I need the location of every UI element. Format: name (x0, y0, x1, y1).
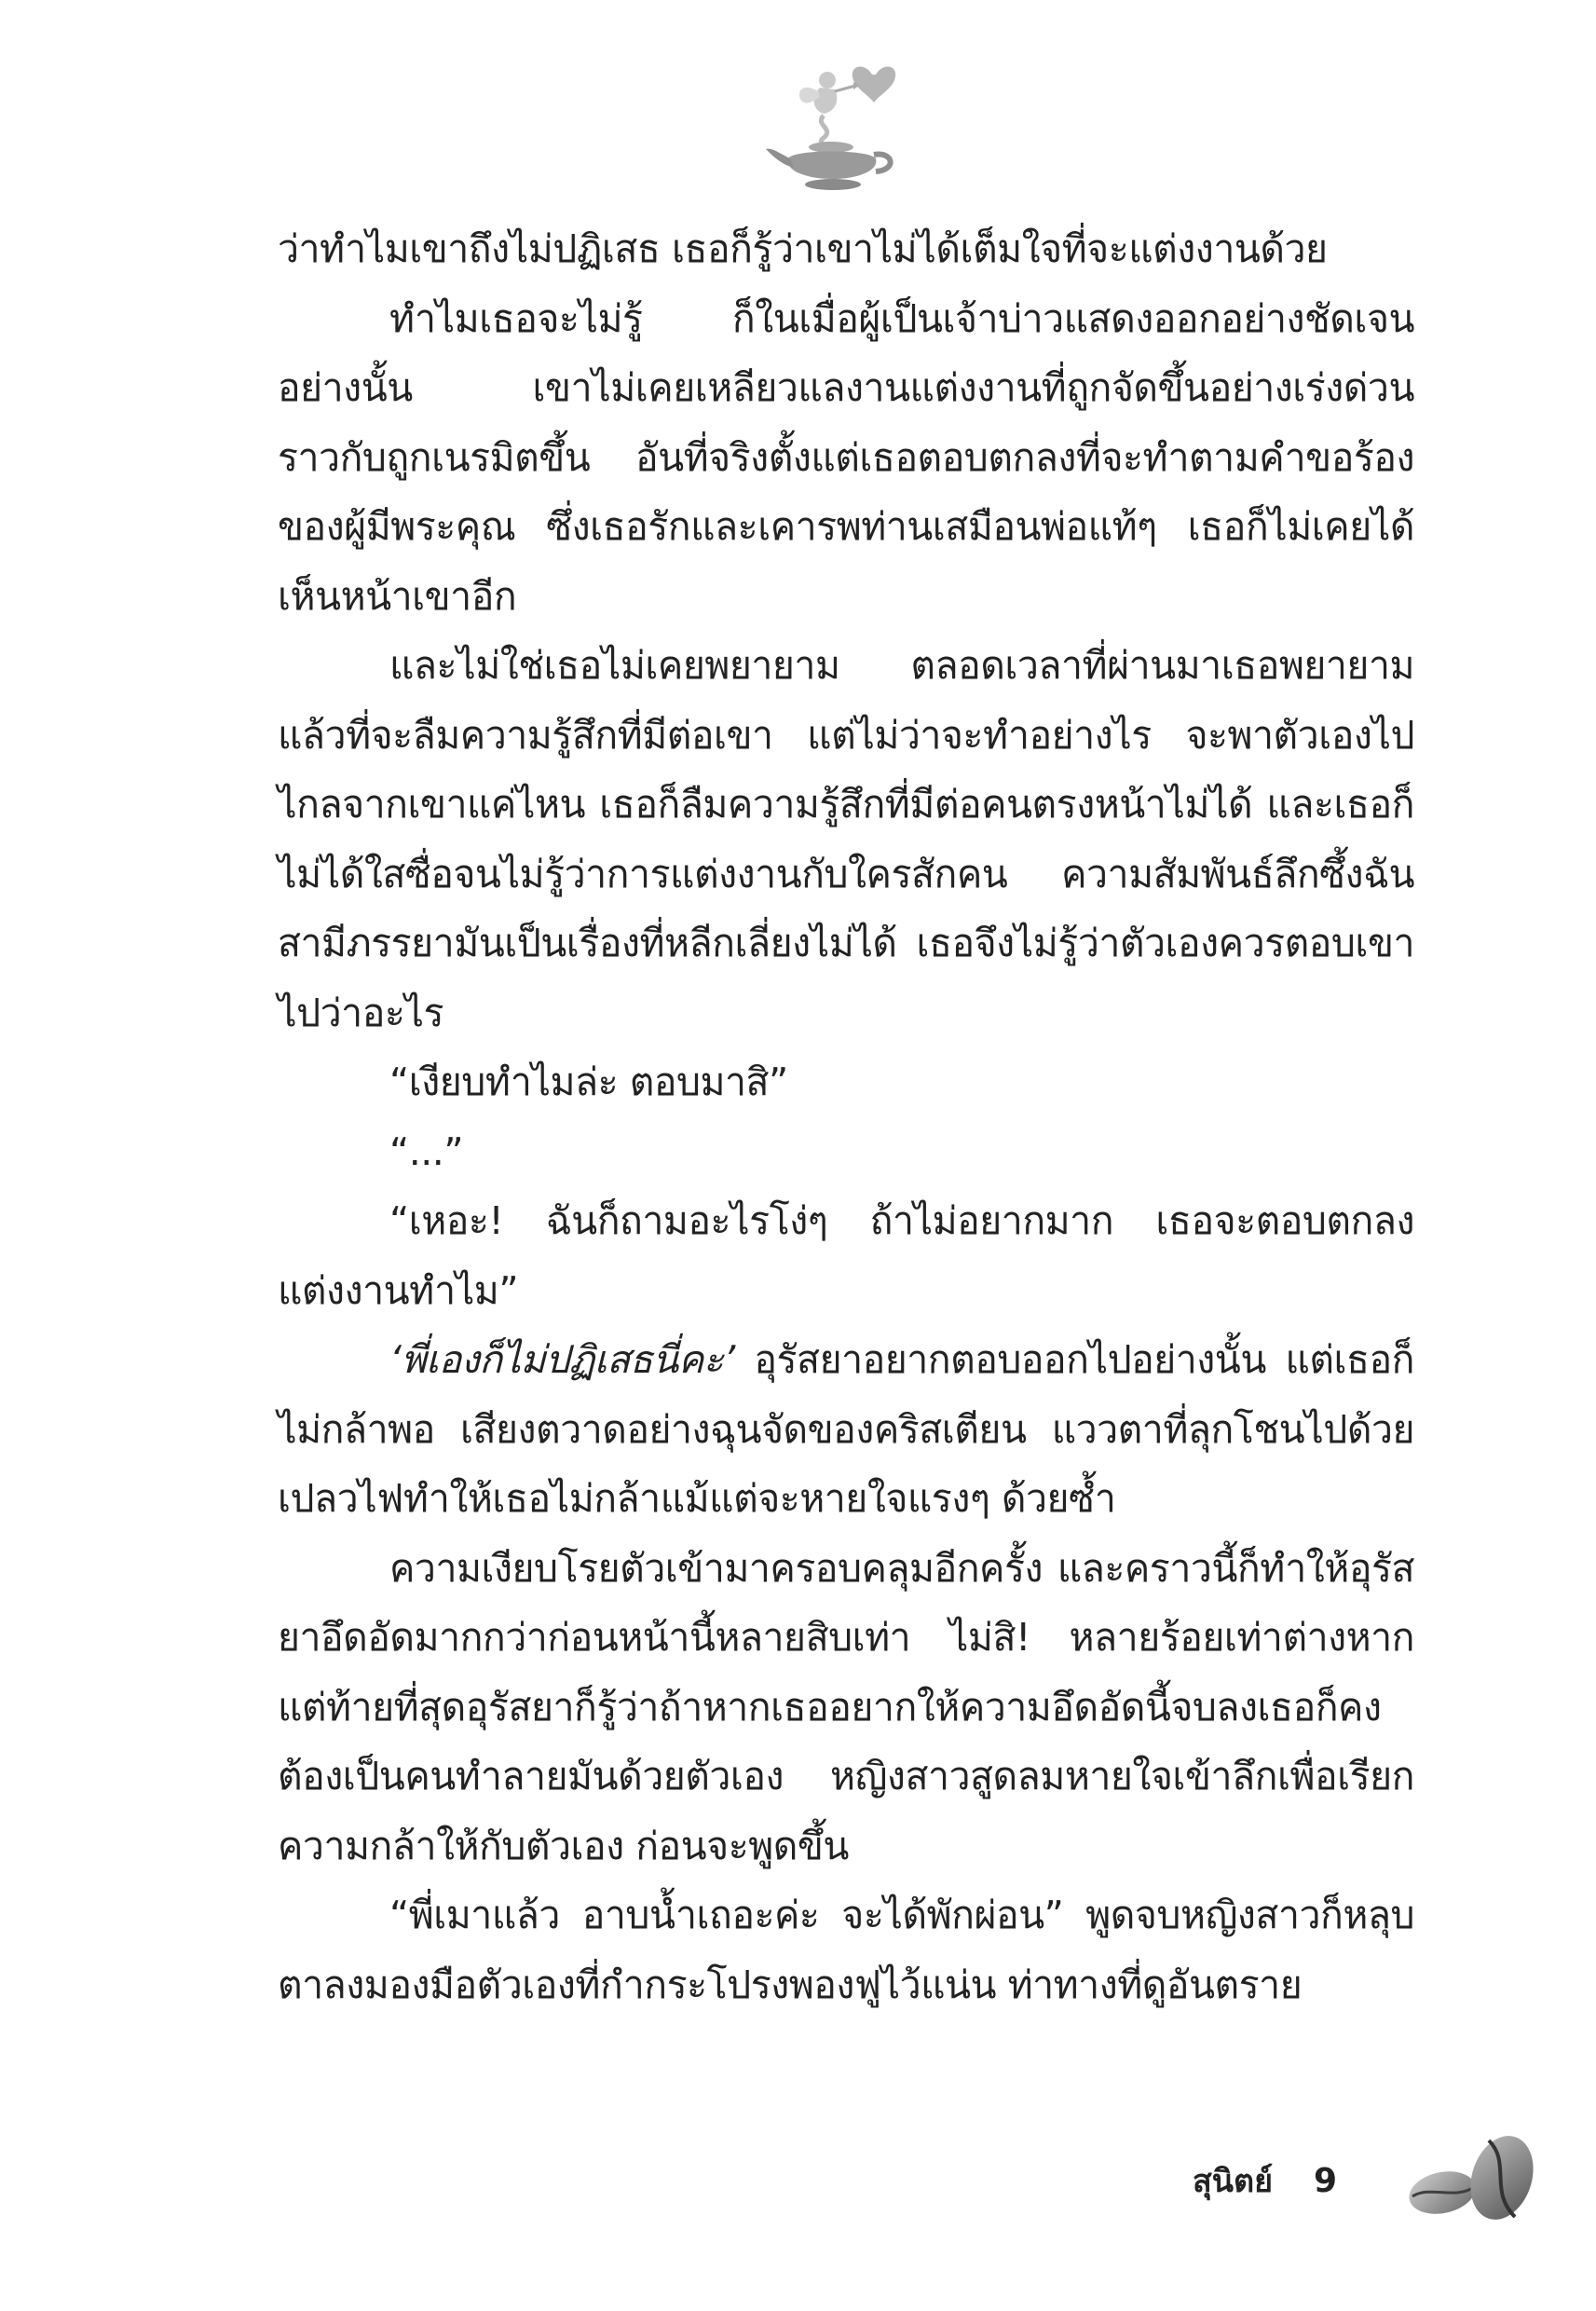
paragraph-3: และไม่ใช่เธอไม่เคยพยายาม ตลอดเวลาที่ผ่านมาเธอพยายามแล้วที่จะลืมความรู้สึกที่มีต่อเขา แต่ไม่ว่าจะทำอย่างไร จะพาตัวเองไปไกลจากเขาแค่ไหน เธอก็ลืมความรู้สึกที่มีต่อคนตรงหน้าไม่ได้ และเธอก็ไม่ได้ใสซื่อจนไม่รู้ว่าการแต่งงานกับใครสักคน ความสัมพันธ์ลึกซึ้งฉันสามีภรรยามันเป็นเรื่องที่หลีกเลี่ยงไม่ได้ เธอจึงไม่รู้ว่าตัวเองควรตอบเขาไปว่าอะไร (278, 643, 1414, 1035)
paragraph-1: ว่าทำไมเขาถึงไม่ปฏิเสธ เธอก็รู้ว่าเขาไม่ได้เต็มใจที่จะแต่งงานด้วย (278, 226, 1328, 271)
dialogue-3: “เหอะ! ฉันก็ถามอะไรโง่ๆ ถ้าไม่อยากมาก เธอจะตอบตกลงแต่งงานทำไม” (278, 1198, 1414, 1313)
dialogue-1: “เงียบทำไมล่ะ ตอบมาสิ” (389, 1060, 788, 1104)
paragraph-5: ความเงียบโรยตัวเข้ามาครอบคลุมอีกครั้ง และคราวนี้ก็ทำให้อุรัสยาอึดอัดมากกว่าก่อนหน้านี้หลายสิบเท่า ไม่สิ! หลายร้อยเท่าต่างหาก แต่ท้ายที่สุดอุรัสยาก็รู้ว่าถ้าหากเธออยากให้ความอึดอัดนี้จบลงเธอก็คงต้องเป็นคนทำลายมันด้วยตัวเอง หญิงสาวสูดลมหายใจเข้าลึกเพื่อเรียกความกล้าให้กับตัวเอง ก่อนจะพูดขึ้น (278, 1545, 1414, 1868)
page-number: 9 (1314, 2161, 1338, 2200)
paragraph-4-text: อุรัสยาอยากตอบออกไปอย่างนั้น แต่เธอก็ไม่กล้าพอ เสียงตวาดอย่างฉุนจัดของคริสเตียน แววตาที่ลุกโชนไปด้วยเปลวไฟทำให้เธอไม่กล้าแม้แต่จะหายใจแรงๆ ด้วยซ้ำ (278, 1337, 1414, 1521)
inner-thought: ‘พี่เองก็ไม่ปฏิเสธนี่คะ’ (389, 1337, 735, 1382)
author-name: สุนิตย์ (1193, 2163, 1273, 2200)
paragraph-2: ทำไมเธอจะไม่รู้ ก็ในเมื่อผู้เป็นเจ้าบ่าวแสดงออกอย่างชัดเจนอย่างนั้น เขาไม่เคยเหลียวแลงานแต่งงานที่ถูกจัดขึ้นอย่างเร่งด่วนราวกับถูกเนรมิตขึ้น อันที่จริงตั้งแต่เธอตอบตกลงที่จะทำตามคำขอร้องของผู้มีพระคุณ ซึ่งเธอรักและเคารพท่านเสมือนพ่อแท้ๆ เธอก็ไม่เคยได้เห็นหน้าเขาอีก (278, 295, 1414, 619)
paragraph-6: “พี่เมาแล้ว อาบน้ำเถอะค่ะ จะได้พักผ่อน” พูดจบหญิงสาวก็หลุบตาลงมองมือตัวเองที่กำกระโปรงพองฟูไว้แน่น ท่าทางที่ดูอันตราย (278, 1893, 1414, 2007)
coffee-beans-icon (1398, 2129, 1547, 2232)
story-text (278, 214, 1414, 2019)
page-footer (1193, 2148, 1337, 2213)
genie-lamp-cupid-icon (762, 54, 911, 194)
paragraph-4 (278, 1325, 1414, 1534)
dialogue-2: “...” (389, 1128, 464, 1174)
